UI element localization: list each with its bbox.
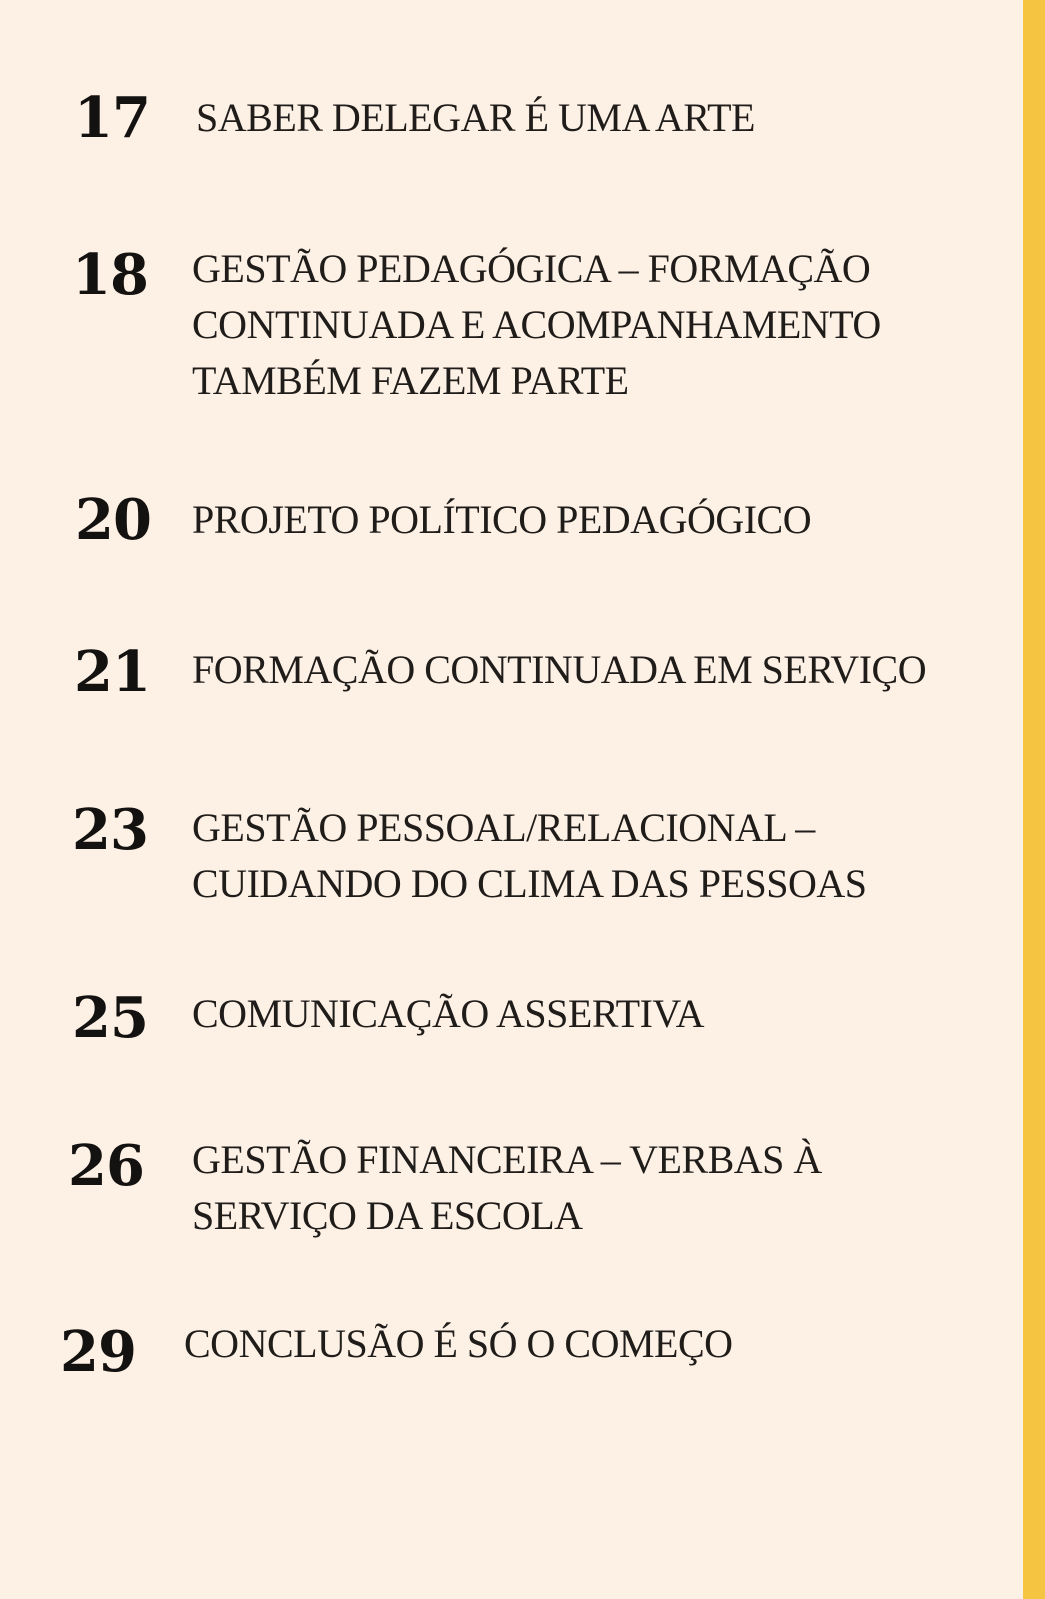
toc-page-number: 21 — [74, 639, 150, 705]
toc-entry-title: CONCLUSÃO É SÓ O COMEÇO — [184, 1321, 733, 1366]
toc-page-number: 29 — [60, 1319, 136, 1385]
toc-page-number: 20 — [75, 487, 151, 553]
toc-entry-title: SABER DELEGAR É UMA ARTE — [196, 95, 755, 140]
toc-entry-title: FORMAÇÃO CONTINUADA EM SERVIÇO — [192, 647, 927, 692]
toc-entry-title: GESTÃO PEDAGÓGICA – FORMAÇÃO CONTINUADA E ACOMPANHAMENTO TAMBÉM FAZEM PARTE — [192, 246, 881, 403]
toc-entry-title: GESTÃO FINANCEIRA – VERBAS À SERVIÇO DA ESCOLA — [192, 1137, 822, 1238]
toc-entry-title: GESTÃO PESSOAL/RELACIONAL – CUIDANDO DO CLIMA DAS PESSOAS — [192, 805, 867, 906]
toc-page-number: 18 — [72, 242, 148, 308]
toc-entry-title: PROJETO POLÍTICO PEDAGÓGICO — [192, 497, 812, 542]
toc-page-number: 26 — [68, 1133, 144, 1199]
accent-bar — [1023, 0, 1045, 1599]
toc-entry-title: COMUNICAÇÃO ASSERTIVA — [192, 991, 704, 1036]
toc-page-number: 23 — [72, 797, 148, 863]
toc-page-number: 25 — [72, 985, 148, 1051]
toc-page-number: 17 — [74, 85, 150, 151]
